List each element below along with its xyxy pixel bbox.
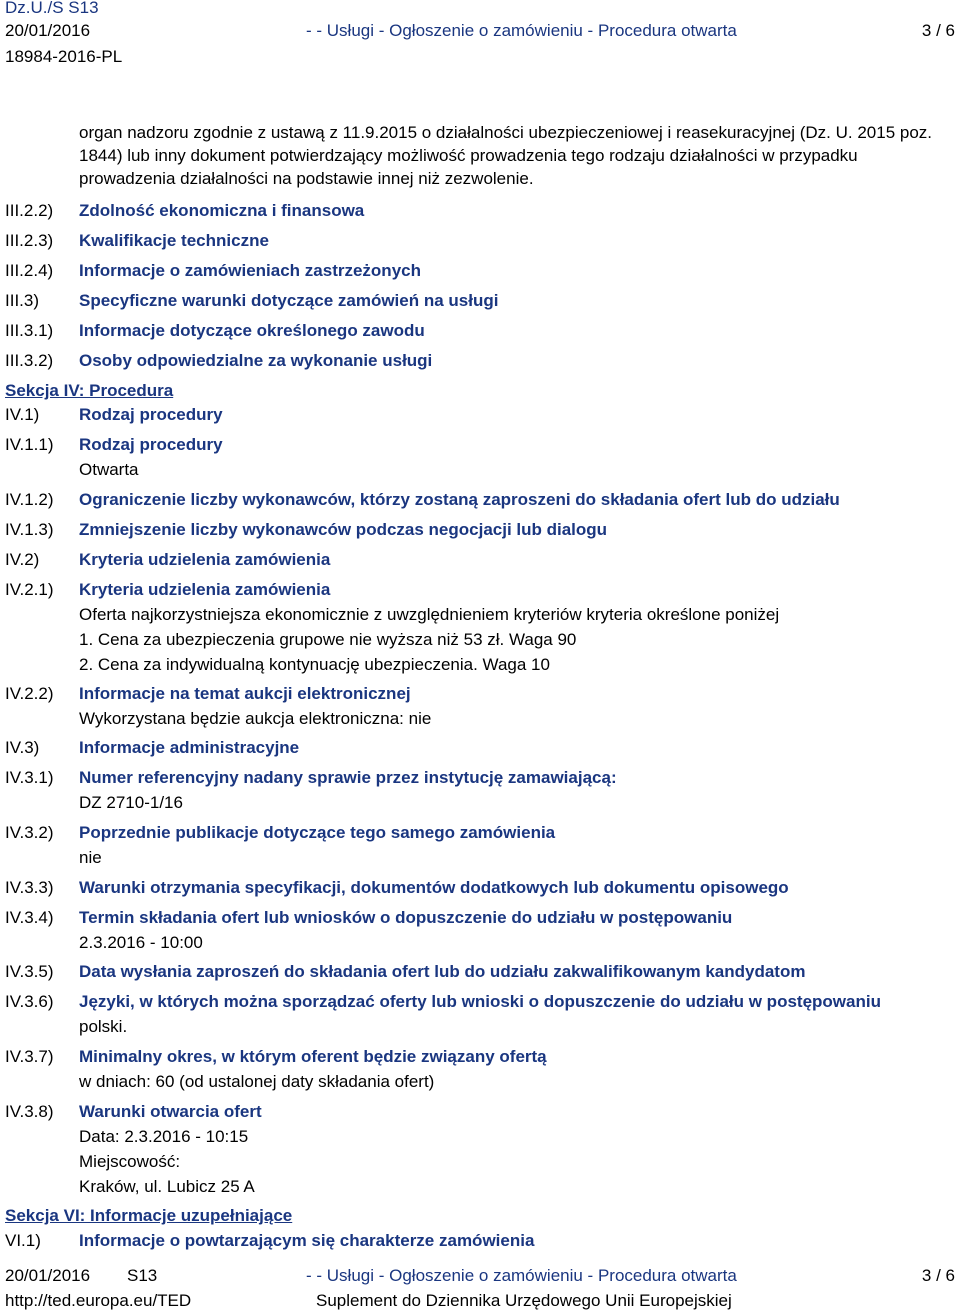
item-detail-line: Data: 2.3.2016 - 10:15 xyxy=(79,1127,249,1146)
item-title: Warunki otrzymania specyfikacji, dokumentów dodatkowych lub dokumentu opisowego xyxy=(79,878,789,897)
item-details xyxy=(79,709,431,734)
item-title: Informacje na temat aukcji elektronicznej xyxy=(79,684,411,703)
item-title: Zmniejszenie liczby wykonawców podczas negocjacji lub dialogu xyxy=(79,520,608,539)
item-number: IV.1.3) xyxy=(5,520,54,539)
item-title: Poprzednie publikacje dotyczące tego samego zamówienia xyxy=(79,823,556,842)
item-number: III.2.3) xyxy=(5,231,54,250)
item-details xyxy=(79,933,203,958)
section-iv-heading: Sekcja IV: Procedura xyxy=(5,381,174,400)
footer-code: S13 xyxy=(127,1266,158,1285)
item-title: Zdolność ekonomiczna i finansowa xyxy=(79,201,365,220)
item-details xyxy=(79,1127,255,1202)
item-title: Informacje administracyjne xyxy=(79,738,300,757)
item-detail-line: DZ 2710-1/16 xyxy=(79,793,183,812)
intro-paragraph: organ nadzoru zgodnie z ustawą z 11.9.2015 o działalności ubezpieczeniowej i reasekuracyjnej (Dz. U. 2015 poz. 1844) lub inny dokument potwierdzający możliwość prowadzenia tego rodzaju działalności w przypadku prowadzenia działalności na podstawie innej niż zezwolenie. xyxy=(79,123,933,188)
item-title: Języki, w których można sporządzać oferty lub wnioski o dopuszczenie do udziału w postępowaniu xyxy=(79,992,881,1011)
item-number: VI.1) xyxy=(5,1231,41,1250)
item-number: IV.3.8) xyxy=(5,1102,54,1121)
item-number: III.2.2) xyxy=(5,201,54,220)
item-title: Warunki otwarcia ofert xyxy=(79,1102,262,1121)
item-number: IV.1) xyxy=(5,405,40,424)
item-title: Ograniczenie liczby wykonawców, którzy zostaną zaproszeni do składania ofert lub do udziału xyxy=(79,490,840,509)
item-title: Rodzaj procedury xyxy=(79,435,223,454)
item-detail-line: Oferta najkorzystniejsza ekonomicznie z uwzględnieniem kryteriów kryteria określone poniżej xyxy=(79,605,780,624)
item-number: IV.3.5) xyxy=(5,962,54,981)
item-detail-line: 2. Cena za indywidualną kontynuację ubezpieczenia. Waga 10 xyxy=(79,655,550,674)
item-number: IV.3.4) xyxy=(5,908,54,927)
item-title: Termin składania ofert lub wniosków o dopuszczenie do udziału w postępowaniu xyxy=(79,908,733,927)
item-detail-line: w dniach: 60 (od ustalonej daty składania ofert) xyxy=(79,1072,435,1091)
item-title: Kryteria udzielenia zamówienia xyxy=(79,550,331,569)
item-detail-line: nie xyxy=(79,848,102,867)
item-detail-line: Wykorzystana będzie aukcja elektroniczna: nie xyxy=(79,709,432,728)
item-details xyxy=(79,1072,434,1097)
footer-page: 3 / 6 xyxy=(921,1266,955,1285)
item-title: Numer referencyjny nadany sprawie przez instytucję zamawiającą: xyxy=(79,768,617,787)
item-detail-line: 1. Cena za ubezpieczenia grupowe nie wyższa niż 53 zł. Waga 90 xyxy=(79,630,577,649)
item-number: IV.3.1) xyxy=(5,768,54,787)
item-number: IV.2.2) xyxy=(5,684,54,703)
header-page: 3 / 6 xyxy=(921,21,955,40)
footer-url: http://ted.europa.eu/TED xyxy=(5,1291,192,1310)
header-doc-code: Dz.U./S S13 xyxy=(5,0,99,17)
item-number: IV.3.6) xyxy=(5,992,54,1011)
item-number: IV.2) xyxy=(5,550,40,569)
item-details xyxy=(79,605,779,680)
item-detail-line: Otwarta xyxy=(79,460,139,479)
item-title: Specyficzne warunki dotyczące zamówień na usługi xyxy=(79,291,499,310)
item-number: III.2.4) xyxy=(5,261,54,280)
header-doc-id: 18984-2016-PL xyxy=(5,47,123,66)
item-title: Informacje o powtarzającym się charakterze zamówienia xyxy=(79,1231,535,1250)
item-detail-line: polski. xyxy=(79,1017,128,1036)
item-title: Rodzaj procedury xyxy=(79,405,223,424)
item-title: Data wysłania zaproszeń do składania ofert lub do udziału zakwalifikowanym kandydatom xyxy=(79,962,806,981)
item-detail-line: Kraków, ul. Lubicz 25 A xyxy=(79,1177,255,1196)
item-title: Kwalifikacje techniczne xyxy=(79,231,269,250)
item-number: IV.1.2) xyxy=(5,490,54,509)
item-number: IV.3.7) xyxy=(5,1047,54,1066)
item-title: Informacje o zamówieniach zastrzeżonych xyxy=(79,261,421,280)
item-number: III.3.2) xyxy=(5,351,54,370)
footer-date: 20/01/2016 xyxy=(5,1266,91,1285)
item-title: Kryteria udzielenia zamówienia xyxy=(79,580,331,599)
header-title: - - Usługi - Ogłoszenie o zamówieniu - Procedura otwarta xyxy=(306,21,737,40)
item-title: Informacje dotyczące określonego zawodu xyxy=(79,321,425,340)
footer-title: - - Usługi - Ogłoszenie o zamówieniu - Procedura otwarta xyxy=(306,1266,737,1285)
item-number: IV.1.1) xyxy=(5,435,54,454)
item-detail-line: Miejscowość: xyxy=(79,1152,181,1171)
item-number: IV.3) xyxy=(5,738,40,757)
header-date: 20/01/2016 xyxy=(5,21,91,40)
item-title: Osoby odpowiedzialne za wykonanie usługi xyxy=(79,351,433,370)
item-details xyxy=(79,1017,127,1042)
item-details xyxy=(79,793,183,818)
item-title: Minimalny okres, w którym oferent będzie związany ofertą xyxy=(79,1047,547,1066)
footer-subtitle: Suplement do Dziennika Urzędowego Unii Europejskiej xyxy=(316,1291,732,1310)
section-vi-heading: Sekcja VI: Informacje uzupełniające xyxy=(5,1206,293,1225)
item-number: III.3) xyxy=(5,291,40,310)
item-details xyxy=(79,848,102,873)
item-detail-line: 2.3.2016 - 10:00 xyxy=(79,933,203,952)
item-number: IV.3.2) xyxy=(5,823,54,842)
item-number: IV.2.1) xyxy=(5,580,54,599)
item-details xyxy=(79,460,139,485)
item-number: IV.3.3) xyxy=(5,878,54,897)
item-number: III.3.1) xyxy=(5,321,54,340)
